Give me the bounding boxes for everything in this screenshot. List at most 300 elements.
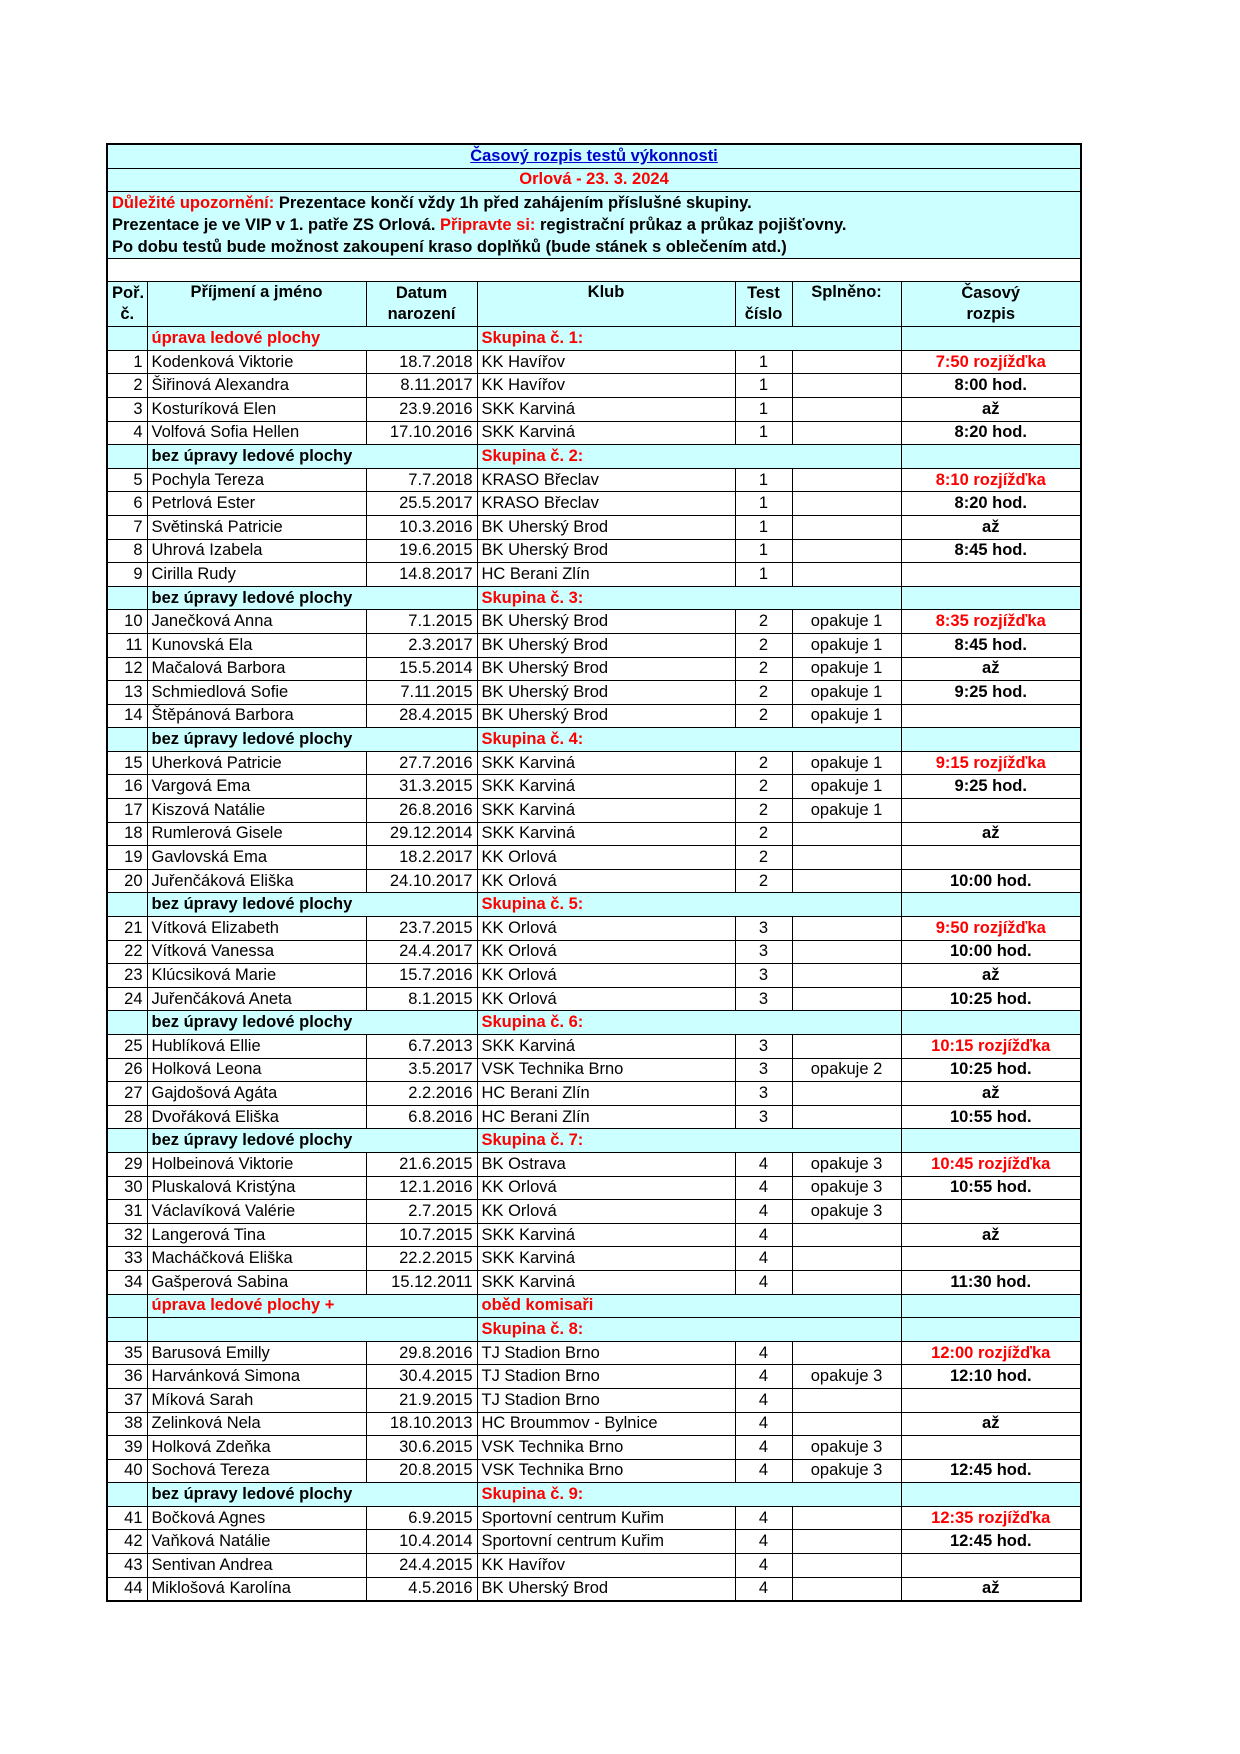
participant-status [792, 1341, 901, 1365]
participant-test: 2 [735, 610, 792, 634]
group-schedule-cell [901, 893, 1081, 917]
participant-status: opakuje 3 [792, 1200, 901, 1224]
participant-status [792, 1577, 901, 1601]
participant-name: Holková Leona [147, 1058, 366, 1082]
schedule-sheet [106, 143, 1080, 1602]
header-num [107, 282, 147, 327]
participant-schedule: 10:55 hod. [901, 1105, 1081, 1129]
group-row [107, 1294, 1081, 1318]
group-label: úprava ledové plochy + [147, 1294, 477, 1318]
participant-schedule: 8:45 hod. [901, 633, 1081, 657]
participant-status [792, 1530, 901, 1554]
header-num-2: č. [120, 305, 135, 324]
participant-row [107, 822, 1081, 846]
participant-schedule: 8:10 rozjížďka [901, 468, 1081, 492]
participant-schedule: 9:15 rozjížďka [901, 751, 1081, 775]
participant-name: Kodenková Viktorie [147, 350, 366, 374]
participant-name: Miklošová Karolína [147, 1577, 366, 1601]
participant-name: Bočková Agnes [147, 1506, 366, 1530]
participant-test: 2 [735, 633, 792, 657]
participant-row [107, 681, 1081, 705]
group-label: bez úpravy ledové plochy [147, 1483, 477, 1507]
participant-status: opakuje 3 [792, 1459, 901, 1483]
participant-club: KK Orlová [477, 846, 735, 870]
participant-row [107, 1388, 1081, 1412]
participant-status: opakuje 1 [792, 610, 901, 634]
participant-birthdate: 30.6.2015 [366, 1436, 477, 1460]
participant-club: KK Havířov [477, 1554, 735, 1578]
participant-birthdate: 7.11.2015 [366, 681, 477, 705]
participant-status [792, 515, 901, 539]
participant-birthdate: 7.7.2018 [366, 468, 477, 492]
participant-status [792, 1247, 901, 1271]
participant-number: 27 [107, 1082, 147, 1106]
group-num-cell [107, 586, 147, 610]
header-done [792, 282, 901, 327]
participant-birthdate: 15.5.2014 [366, 657, 477, 681]
participant-birthdate: 10.3.2016 [366, 515, 477, 539]
group-row [107, 327, 1081, 351]
participant-row [107, 1223, 1081, 1247]
participant-name: Volfová Sofia Hellen [147, 421, 366, 445]
participant-birthdate: 29.12.2014 [366, 822, 477, 846]
participant-name: Harvánková Simona [147, 1365, 366, 1389]
participant-row [107, 704, 1081, 728]
participant-club: TJ Stadion Brno [477, 1365, 735, 1389]
participant-number: 20 [107, 869, 147, 893]
group-schedule-cell [901, 586, 1081, 610]
participant-schedule: až [901, 1412, 1081, 1436]
notice-line-2 [107, 214, 1081, 236]
participant-number: 16 [107, 775, 147, 799]
group-title: Skupina č. 3: [477, 586, 901, 610]
participant-schedule: 10:45 rozjížďka [901, 1152, 1081, 1176]
participant-status [792, 397, 901, 421]
group-title: Skupina č. 6: [477, 1011, 901, 1035]
participant-schedule: až [901, 1223, 1081, 1247]
participant-number: 41 [107, 1506, 147, 1530]
participant-birthdate: 8.1.2015 [366, 987, 477, 1011]
group-schedule-cell [901, 1483, 1081, 1507]
participant-birthdate: 12.1.2016 [366, 1176, 477, 1200]
participant-name: Kunovská Ela [147, 633, 366, 657]
participant-test: 4 [735, 1223, 792, 1247]
participant-birthdate: 6.7.2013 [366, 1035, 477, 1059]
participant-row [107, 633, 1081, 657]
participant-birthdate: 29.8.2016 [366, 1341, 477, 1365]
header-date [366, 282, 477, 327]
participant-club: KRASO Břeclav [477, 468, 735, 492]
participant-test: 2 [735, 799, 792, 823]
participant-status [792, 917, 901, 941]
header-num-1: Poř. [112, 284, 145, 303]
participant-number: 14 [107, 704, 147, 728]
participant-row [107, 1176, 1081, 1200]
participant-birthdate: 19.6.2015 [366, 539, 477, 563]
group-label: bez úpravy ledové plochy [147, 586, 477, 610]
participant-birthdate: 7.1.2015 [366, 610, 477, 634]
participant-schedule: 12:10 hod. [901, 1365, 1081, 1389]
participant-status: opakuje 1 [792, 704, 901, 728]
participant-number: 8 [107, 539, 147, 563]
participant-name: Sochová Tereza [147, 1459, 366, 1483]
header-test-2: číslo [744, 305, 783, 324]
participant-name: Langerová Tina [147, 1223, 366, 1247]
participant-name: Sentivan Andrea [147, 1554, 366, 1578]
participant-club: VSK Technika Brno [477, 1436, 735, 1460]
participant-club: Sportovní centrum Kuřim [477, 1506, 735, 1530]
participant-status [792, 987, 901, 1011]
participant-schedule: až [901, 397, 1081, 421]
notice-prepare-label: Připravte si: [440, 216, 536, 235]
participant-test: 3 [735, 940, 792, 964]
participant-schedule: 9:25 hod. [901, 775, 1081, 799]
participant-birthdate: 26.8.2016 [366, 799, 477, 823]
participant-schedule [901, 1436, 1081, 1460]
participant-number: 39 [107, 1436, 147, 1460]
group-num-cell [107, 1294, 147, 1318]
participant-row [107, 421, 1081, 445]
participant-test: 2 [735, 869, 792, 893]
participant-club: KK Orlová [477, 940, 735, 964]
participant-club: SKK Karviná [477, 799, 735, 823]
participant-schedule: 10:00 hod. [901, 940, 1081, 964]
group-row [107, 1483, 1081, 1507]
participant-row [107, 751, 1081, 775]
participant-row [107, 1459, 1081, 1483]
participant-club: KRASO Břeclav [477, 492, 735, 516]
participant-name: Vaňková Natálie [147, 1530, 366, 1554]
participant-birthdate: 23.9.2016 [366, 397, 477, 421]
participant-number: 37 [107, 1388, 147, 1412]
participant-schedule [901, 1554, 1081, 1578]
participant-row [107, 350, 1081, 374]
participant-number: 23 [107, 964, 147, 988]
participant-number: 30 [107, 1176, 147, 1200]
participant-test: 2 [735, 751, 792, 775]
participant-schedule: 12:00 rozjížďka [901, 1341, 1081, 1365]
participant-birthdate: 18.7.2018 [366, 350, 477, 374]
participant-birthdate: 15.12.2011 [366, 1270, 477, 1294]
participant-number: 34 [107, 1270, 147, 1294]
participant-status [792, 1388, 901, 1412]
participant-name: Gajdošová Agáta [147, 1082, 366, 1106]
participant-number: 24 [107, 987, 147, 1011]
participant-status [792, 1554, 901, 1578]
participant-test: 4 [735, 1247, 792, 1271]
participant-schedule: 8:00 hod. [901, 374, 1081, 398]
participant-number: 1 [107, 350, 147, 374]
participant-club: KK Orlová [477, 917, 735, 941]
participant-birthdate: 17.10.2016 [366, 421, 477, 445]
participant-number: 25 [107, 1035, 147, 1059]
participant-number: 43 [107, 1554, 147, 1578]
participant-status [792, 1270, 901, 1294]
participant-schedule: 10:00 hod. [901, 869, 1081, 893]
participant-schedule: 9:50 rozjížďka [901, 917, 1081, 941]
participant-number: 2 [107, 374, 147, 398]
participant-birthdate: 21.6.2015 [366, 1152, 477, 1176]
participant-club: BK Uherský Brod [477, 633, 735, 657]
participant-test: 4 [735, 1341, 792, 1365]
participant-row [107, 775, 1081, 799]
header-test [735, 282, 792, 327]
participant-number: 3 [107, 397, 147, 421]
participant-name: Juřenčáková Aneta [147, 987, 366, 1011]
participant-status [792, 869, 901, 893]
participant-number: 21 [107, 917, 147, 941]
participant-number: 13 [107, 681, 147, 705]
participant-name: Světinská Patricie [147, 515, 366, 539]
participant-status: opakuje 3 [792, 1152, 901, 1176]
participant-row [107, 1577, 1081, 1601]
participant-row [107, 1247, 1081, 1271]
participant-birthdate: 18.2.2017 [366, 846, 477, 870]
participant-test: 4 [735, 1388, 792, 1412]
participant-test: 4 [735, 1577, 792, 1601]
group-num-cell [107, 445, 147, 469]
participant-name: Šiřinová Alexandra [147, 374, 366, 398]
participant-row [107, 1341, 1081, 1365]
group-schedule-cell [901, 327, 1081, 351]
group-num-cell [107, 327, 147, 351]
participant-birthdate: 23.7.2015 [366, 917, 477, 941]
participant-schedule: 10:15 rozjížďka [901, 1035, 1081, 1059]
group-title: Skupina č. 8: [477, 1318, 901, 1342]
participant-number: 4 [107, 421, 147, 445]
participant-club: TJ Stadion Brno [477, 1341, 735, 1365]
participant-row [107, 610, 1081, 634]
page-title: Časový rozpis testů výkonnosti [470, 146, 718, 165]
participant-schedule: až [901, 822, 1081, 846]
participant-birthdate: 6.9.2015 [366, 1506, 477, 1530]
participant-number: 33 [107, 1247, 147, 1271]
participant-name: Zelinková Nela [147, 1412, 366, 1436]
header-row [107, 282, 1081, 327]
participant-status [792, 964, 901, 988]
participant-name: Kosturíková Elen [147, 397, 366, 421]
participant-schedule: až [901, 1082, 1081, 1106]
participant-club: KK Orlová [477, 1200, 735, 1224]
participant-test: 2 [735, 704, 792, 728]
participant-row [107, 1412, 1081, 1436]
participant-club: HC Berani Zlín [477, 1105, 735, 1129]
participant-row [107, 1152, 1081, 1176]
participant-birthdate: 20.8.2015 [366, 1459, 477, 1483]
participant-number: 28 [107, 1105, 147, 1129]
participant-test: 4 [735, 1459, 792, 1483]
header-done-label: Splněno: [811, 283, 882, 302]
participant-schedule [901, 704, 1081, 728]
participant-name: Pluskalová Kristýna [147, 1176, 366, 1200]
participant-schedule: 8:20 hod. [901, 492, 1081, 516]
group-label: bez úpravy ledové plochy [147, 1129, 477, 1153]
participant-birthdate: 30.4.2015 [366, 1365, 477, 1389]
participant-test: 1 [735, 492, 792, 516]
participant-row [107, 539, 1081, 563]
participant-status: opakuje 1 [792, 799, 901, 823]
participant-number: 42 [107, 1530, 147, 1554]
participant-status: opakuje 1 [792, 751, 901, 775]
participant-name: Uherková Patricie [147, 751, 366, 775]
group-num-cell [107, 1011, 147, 1035]
participant-club: TJ Stadion Brno [477, 1388, 735, 1412]
participant-row [107, 1365, 1081, 1389]
participant-status [792, 468, 901, 492]
group-num-cell [107, 1129, 147, 1153]
participant-birthdate: 15.7.2016 [366, 964, 477, 988]
participant-name: Pochyla Tereza [147, 468, 366, 492]
participant-status [792, 822, 901, 846]
participant-birthdate: 2.3.2017 [366, 633, 477, 657]
participant-number: 40 [107, 1459, 147, 1483]
participant-row [107, 1082, 1081, 1106]
participant-birthdate: 24.4.2015 [366, 1554, 477, 1578]
participant-test: 1 [735, 350, 792, 374]
participant-status: opakuje 2 [792, 1058, 901, 1082]
participant-club: SKK Karviná [477, 1247, 735, 1271]
participant-schedule: 8:45 hod. [901, 539, 1081, 563]
participant-status: opakuje 1 [792, 681, 901, 705]
participant-club: SKK Karviná [477, 421, 735, 445]
participant-number: 9 [107, 563, 147, 587]
participant-club: SKK Karviná [477, 775, 735, 799]
participant-name: Holková Zdeňka [147, 1436, 366, 1460]
header-schedule-2: rozpis [966, 305, 1016, 324]
participant-number: 44 [107, 1577, 147, 1601]
participant-number: 5 [107, 468, 147, 492]
participant-status: opakuje 1 [792, 633, 901, 657]
participant-row [107, 1270, 1081, 1294]
participant-club: BK Uherský Brod [477, 704, 735, 728]
participant-birthdate: 8.11.2017 [366, 374, 477, 398]
participant-birthdate: 27.7.2016 [366, 751, 477, 775]
participant-name: Barusová Emilly [147, 1341, 366, 1365]
participant-test: 4 [735, 1365, 792, 1389]
participant-test: 3 [735, 1082, 792, 1106]
spacer-row [107, 259, 1081, 282]
participant-name: Gavlovská Ema [147, 846, 366, 870]
group-label [147, 1318, 477, 1342]
participant-birthdate: 18.10.2013 [366, 1412, 477, 1436]
header-name [147, 282, 366, 327]
participant-name: Macháčková Eliška [147, 1247, 366, 1271]
participant-club: HC Berani Zlín [477, 563, 735, 587]
participant-test: 4 [735, 1412, 792, 1436]
participant-schedule: 11:30 hod. [901, 1270, 1081, 1294]
participant-birthdate: 10.4.2014 [366, 1530, 477, 1554]
participant-name: Klúcsiková Marie [147, 964, 366, 988]
participant-name: Kiszová Natálie [147, 799, 366, 823]
participant-schedule: až [901, 1577, 1081, 1601]
participant-number: 31 [107, 1200, 147, 1224]
participant-test: 1 [735, 468, 792, 492]
participant-name: Vítková Vanessa [147, 940, 366, 964]
participant-row [107, 1530, 1081, 1554]
participant-row [107, 1506, 1081, 1530]
participant-row [107, 846, 1081, 870]
participant-test: 2 [735, 822, 792, 846]
group-num-cell [107, 893, 147, 917]
group-row [107, 1129, 1081, 1153]
participant-schedule: 12:45 hod. [901, 1459, 1081, 1483]
participant-test: 1 [735, 563, 792, 587]
participant-name: Štěpánová Barbora [147, 704, 366, 728]
participant-club: SKK Karviná [477, 822, 735, 846]
participant-club: KK Orlová [477, 964, 735, 988]
participant-name: Juřenčáková Eliška [147, 869, 366, 893]
participant-test: 4 [735, 1506, 792, 1530]
participant-number: 36 [107, 1365, 147, 1389]
participant-row [107, 563, 1081, 587]
participant-test: 1 [735, 421, 792, 445]
group-title: Skupina č. 2: [477, 445, 901, 469]
participant-number: 10 [107, 610, 147, 634]
participant-schedule: až [901, 515, 1081, 539]
participant-birthdate: 21.9.2015 [366, 1388, 477, 1412]
participant-schedule: 8:20 hod. [901, 421, 1081, 445]
participant-number: 15 [107, 751, 147, 775]
group-label: úprava ledové plochy [147, 327, 477, 351]
participant-test: 4 [735, 1270, 792, 1294]
participant-row [107, 492, 1081, 516]
participant-test: 3 [735, 987, 792, 1011]
participant-test: 4 [735, 1436, 792, 1460]
participant-schedule: 10:25 hod. [901, 1058, 1081, 1082]
participant-name: Janečková Anna [147, 610, 366, 634]
notice-text-3: Po dobu testů bude možnost zakoupení kraso doplňků (bude stánek s oblečením atd.) [112, 238, 787, 257]
participant-club: KK Orlová [477, 987, 735, 1011]
header-date-1: Datum [395, 284, 448, 303]
participant-status [792, 1412, 901, 1436]
participant-status [792, 539, 901, 563]
participant-schedule: 7:50 rozjížďka [901, 350, 1081, 374]
participant-status: opakuje 3 [792, 1176, 901, 1200]
page-subtitle: Orlová - 23. 3. 2024 [519, 170, 669, 189]
participant-test: 2 [735, 846, 792, 870]
participant-birthdate: 25.5.2017 [366, 492, 477, 516]
participant-number: 26 [107, 1058, 147, 1082]
group-num-cell [107, 728, 147, 752]
participant-club: HC Berani Zlín [477, 1082, 735, 1106]
participant-club: BK Uherský Brod [477, 657, 735, 681]
participant-club: BK Uherský Brod [477, 539, 735, 563]
participant-schedule: 9:25 hod. [901, 681, 1081, 705]
participant-status [792, 1223, 901, 1247]
participant-schedule: 12:35 rozjížďka [901, 1506, 1081, 1530]
participant-birthdate: 10.7.2015 [366, 1223, 477, 1247]
participant-club: BK Uherský Brod [477, 1577, 735, 1601]
group-label: bez úpravy ledové plochy [147, 1011, 477, 1035]
participant-status: opakuje 3 [792, 1436, 901, 1460]
participant-name: Míková Sarah [147, 1388, 366, 1412]
participant-number: 12 [107, 657, 147, 681]
participant-club: BK Uherský Brod [477, 515, 735, 539]
participant-row [107, 917, 1081, 941]
participant-schedule [901, 1200, 1081, 1224]
notice-line-1 [107, 192, 1081, 215]
participant-status [792, 374, 901, 398]
participant-club: VSK Technika Brno [477, 1058, 735, 1082]
group-row [107, 1318, 1081, 1342]
participant-name: Vítková Elizabeth [147, 917, 366, 941]
participant-number: 38 [107, 1412, 147, 1436]
group-title: Skupina č. 4: [477, 728, 901, 752]
participant-schedule [901, 1247, 1081, 1271]
participant-test: 2 [735, 657, 792, 681]
participant-number: 7 [107, 515, 147, 539]
group-row [107, 893, 1081, 917]
